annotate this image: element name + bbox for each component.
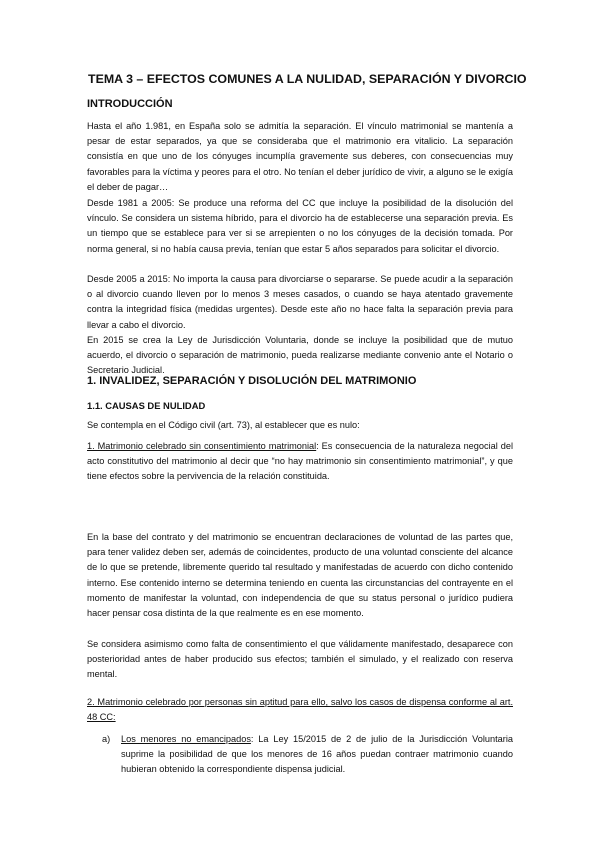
lack-of-consent-paragraph: Se considera asimismo como falta de consentimiento el que válidamente manifestado, desaparece con posterioridad antes de haber producido sus efectos; también el simulado, y el realizado con reserva mental. [87, 639, 513, 680]
cause-2-label: 2. Matrimonio celebrado por personas sin aptitud para ello, salvo los casos de dispensa conforme al art. 48 CC: [87, 697, 513, 723]
list-item-a-marker: a) [102, 734, 111, 744]
intro-paragraph-1: Hasta el año 1.981, en España solo se admitía la separación. El vínculo matrimonial se mantenía a pesar de estar separados, ya que se consideraba que el matrimonio era vitalicio. La separación consistía en que uno de los cónyuges incumplía gravemente sus deberes, con consecuencias muy favorables para la víctima y peores para el otro. No tenían el deber jurídico de vivir, a alguno se le exigía el deber de pagar… [87, 121, 513, 192]
list-item-a-body [121, 732, 513, 778]
consent-paragraph: En la base del contrato y del matrimonio se encuentran declaraciones de voluntad de las partes que, para tener validez deben ser, además de coincidentes, producto de una voluntad consciente del alcance de lo que se pretende, libremente querido tal resultado y manifestadas de acuerdo con dicho contenido interno. Ese contenido interno se determina teniendo en cuenta las circunstancias del contrayente en el momento de manifestar la voluntad, con independencia de que su status personal o jurídico pudiera hacer pensar cosa distinta de la que realmente es en ese momento. [87, 532, 513, 619]
document-title: TEMA 3 – EFECTOS COMUNES A LA NULIDAD, SEPARACIÓN Y DIVORCIO [88, 72, 527, 86]
cause-2-paragraph [87, 695, 513, 725]
section-1-heading: 1. INVALIDEZ, SEPARACIÓN Y DISOLUCIÓN DEL MATRIMONIO [87, 375, 417, 387]
causes-lead: Se contempla en el Código civil (art. 73), al establecer que es nulo: [87, 420, 360, 430]
cause-1-label: 1. Matrimonio celebrado sin consentimiento matrimonial [87, 441, 317, 451]
list-item-a-label: Los menores no emancipados [121, 734, 251, 744]
intro-paragraph-3: Desde 2005 a 2015: No importa la causa para divorciarse o separarse. Se puede acudir a la separación o al divorcio cuando lleven por lo menos 3 meses casados, o cuando se haya atentado gravemente contra la integridad física (medidas urgentes). Desde este año no hace falta la separación previa para llevar a cabo el divorcio. [87, 274, 513, 330]
cause-1-paragraph [87, 439, 513, 485]
intro-paragraph-4: En 2015 se crea la Ley de Jurisdicción Voluntaria, donde se incluye la posibilidad que de mutuo acuerdo, el divorcio o separación de matrimonio, pueda realizarse mediante convenio ante el Notario o Secretario Judicial. [87, 335, 513, 376]
intro-heading: INTRODUCCIÓN [87, 98, 173, 110]
list-item-a-text: : La Ley 15/2015 de 2 de julio de la Jurisdicción Voluntaria suprime la posibilidad de que los menores de 16 años puedan contraer matrimonio cuando hubieran obtenido la correspondiente dispensa judicial. [121, 734, 513, 775]
cause-1-text: : Es consecuencia de la naturaleza negocial del acto constitutivo del matrimonio al decir que “no hay matrimonio sin consentimiento matrimonial”, y que tiene efectos sobre la pervivencia de la relación constituida. [87, 441, 513, 482]
intro-paragraph-2: Desde 1981 a 2005: Se produce una reforma del CC que incluye la posibilidad de la disolución del vínculo. Se considera un sistema híbrido, para el divorcio ha de establecerse una separación previa. Es un tiempo que se establece para ver si se arrepienten o no los cónyuges de la decisión tomada. Por norma general, si no había causa previa, tenían que estar 5 años separados para solicitar el divorcio. [87, 198, 513, 254]
subsection-1-1-heading: 1.1. CAUSAS DE NULIDAD [87, 400, 206, 411]
